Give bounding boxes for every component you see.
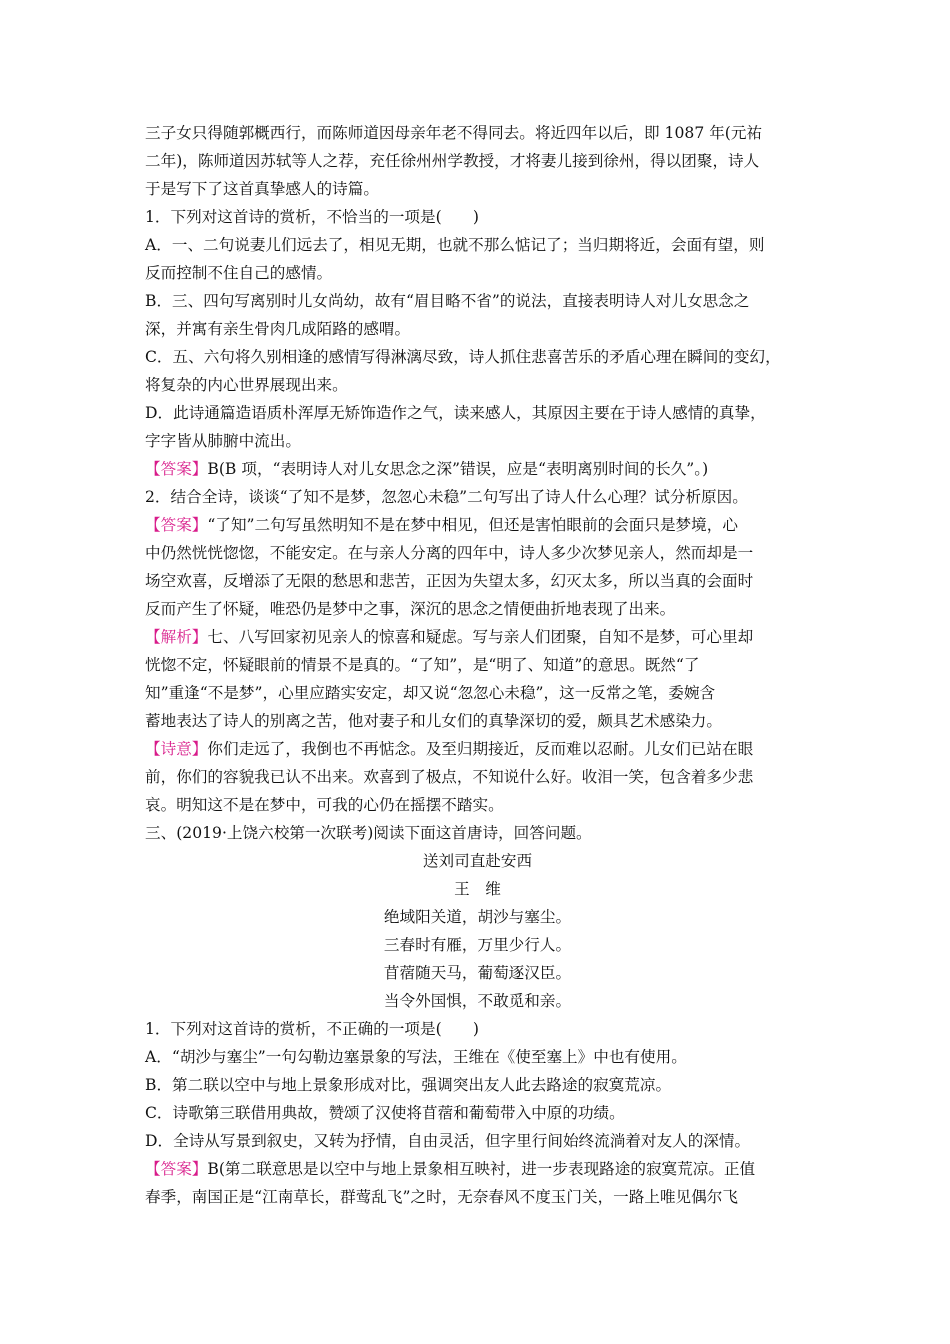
- answer-line: 场空欢喜，反增添了无限的愁思和悲苦，正因为失望太多，幻灭太多，所以当真的会面时: [145, 572, 754, 590]
- poem-title: 送刘司直赴安西: [422, 852, 533, 870]
- document-page: [145, 119, 810, 1211]
- meaning-line: 哀。明知这不是在梦中，可我的心仍在摇摆不踏实。: [145, 796, 504, 814]
- poem-line: 当令外国惧，不敢觅和亲。: [383, 992, 572, 1010]
- answer-line: [145, 1155, 810, 1183]
- analysis-text: 七、八写回家初见亲人的惊喜和疑虑。写与亲人们团聚，自知不是梦，可心里却: [207, 628, 754, 646]
- meaning-line: 前，你们的容貌我已认不出来。欢喜到了极点，不知说什么好。收泪一笑，包含着多少悲: [145, 768, 754, 786]
- answer-text: B(B 项，“表明诗人对儿女思念之深”错误，应是“表明离别时间的长久”。): [207, 460, 709, 478]
- analysis-line: 蓄地表达了诗人的别离之苦，他对妻子和儿女们的真挚深切的爱，颇具艺术感染力。: [145, 712, 722, 730]
- option-a-line: A．“胡沙与塞尘”一句勾勒边塞景象的写法，王维在《使至塞上》中也有使用。: [145, 1048, 687, 1066]
- answer-tag: 【答案】: [145, 460, 208, 478]
- meaning-tag: 【诗意】: [145, 740, 208, 758]
- question-2-stem: 2．结合全诗，谈谈“了知不是梦，忽忽心未稳”二句写出了诗人什么心理？试分析原因。: [145, 488, 748, 506]
- question-1-stem: 1．下列对这首诗的赏析，不恰当的一项是( ): [145, 208, 479, 226]
- option-a-line: A．一、二句说妻儿们远去了，相见无期，也就不那么惦记了；当归期将近，会面有望，则: [145, 236, 765, 254]
- section-3-heading: 三、(2019·上饶六校第一次联考)阅读下面这首唐诗，回答问题。: [145, 824, 592, 842]
- option-b-line: B．三、四句写离别时儿女尚幼，故有“眉目略不省”的说法，直接表明诗人对儿女思念之: [145, 292, 750, 310]
- answer-tag: 【答案】: [145, 516, 208, 534]
- meaning-line: [145, 735, 810, 763]
- poem-line: 绝域阳关道，胡沙与塞尘。: [383, 908, 572, 926]
- answer-line: [145, 511, 810, 539]
- poem-author: 王 维: [454, 880, 501, 898]
- intro-paragraph: [145, 119, 810, 203]
- option-c-line: C．五、六句将久别相逢的感情写得淋漓尽致，诗人抓住悲喜苦乐的矛盾心理在瞬间的变幻，: [145, 348, 781, 366]
- answer-line: [145, 455, 810, 483]
- analysis-line: 知”重逢“不是梦”，心里应踏实安定，却又说“忽忽心未稳”，这一反常之笔，委婉含: [145, 684, 716, 702]
- option-b-line: B．第二联以空中与地上景象形成对比，强调突出友人此去路途的寂寞荒凉。: [145, 1076, 672, 1094]
- option-d-line: D．此诗通篇造语质朴浑厚无矫饰造作之气，读来感人，其原因主要在于诗人感情的真挚，: [145, 404, 766, 422]
- answer-text: B(第二联意思是以空中与地上景象相互映衬，进一步表现路途的寂寞荒凉。正值: [207, 1160, 756, 1178]
- intro-line: 于是写下了这首真挚感人的诗篇。: [145, 180, 379, 198]
- intro-line: 二年)，陈师道因苏轼等人之荐，充任徐州州学教授，才将妻儿接到徐州，得以团聚，诗人: [145, 152, 760, 170]
- analysis-line: [145, 623, 810, 651]
- meaning-text: 你们走远了，我倒也不再惦念。及至归期接近，反而难以忍耐。儿女们已站在眼: [207, 740, 754, 758]
- option-b-line: 深，并寓有亲生骨肉几成陌路的感喟。: [145, 320, 411, 338]
- question-1-stem: 1．下列对这首诗的赏析，不正确的一项是( ): [145, 1020, 479, 1038]
- option-d-line: D．全诗从写景到叙史，又转为抒情，自由灵活，但字里行间始终流淌着对友人的深情。: [145, 1132, 751, 1150]
- poem-line: 苜蓿随天马，葡萄逐汉臣。: [383, 964, 572, 982]
- poem-line: 三春时有雁，万里少行人。: [383, 936, 572, 954]
- option-c-line: C．诗歌第三联借用典故，赞颂了汉使将苜蓿和葡萄带入中原的功绩。: [145, 1104, 625, 1122]
- answer-line: 中仍然恍恍惚惚，不能安定。在与亲人分离的四年中，诗人多少次梦见亲人，然而却是一: [145, 544, 754, 562]
- question-1-block: [145, 203, 810, 483]
- answer-line: 反而产生了怀疑，唯恐仍是梦中之事，深沉的思念之情便曲折地表现了出来。: [145, 600, 676, 618]
- answer-tag: 【答案】: [145, 1160, 208, 1178]
- answer-line: 春季，南国正是“江南草长，群莺乱飞”之时，无奈春风不度玉门关，一路上唯见偶尔飞: [145, 1188, 738, 1206]
- analysis-line: 恍惚不定，怀疑眼前的情景不是真的。“了知”，是“明了、知道”的意思。既然“了: [145, 656, 700, 674]
- option-c-line: 将复杂的内心世界展现出来。: [145, 376, 348, 394]
- intro-line: 三子女只得随郭概西行，而陈师道因母亲年老不得同去。将近四年以后，即 1087 年(元祐: [145, 124, 763, 142]
- answer-text: “了知”二句写虽然明知不是在梦中相见，但还是害怕眼前的会面只是梦境，心: [207, 516, 738, 534]
- option-a-line: 反而控制不住自己的感情。: [145, 264, 333, 282]
- section-3-block: [145, 819, 810, 1211]
- analysis-tag: 【解析】: [145, 628, 208, 646]
- question-2-block: [145, 483, 810, 819]
- option-d-line: 字字皆从肺腑中流出。: [145, 432, 301, 450]
